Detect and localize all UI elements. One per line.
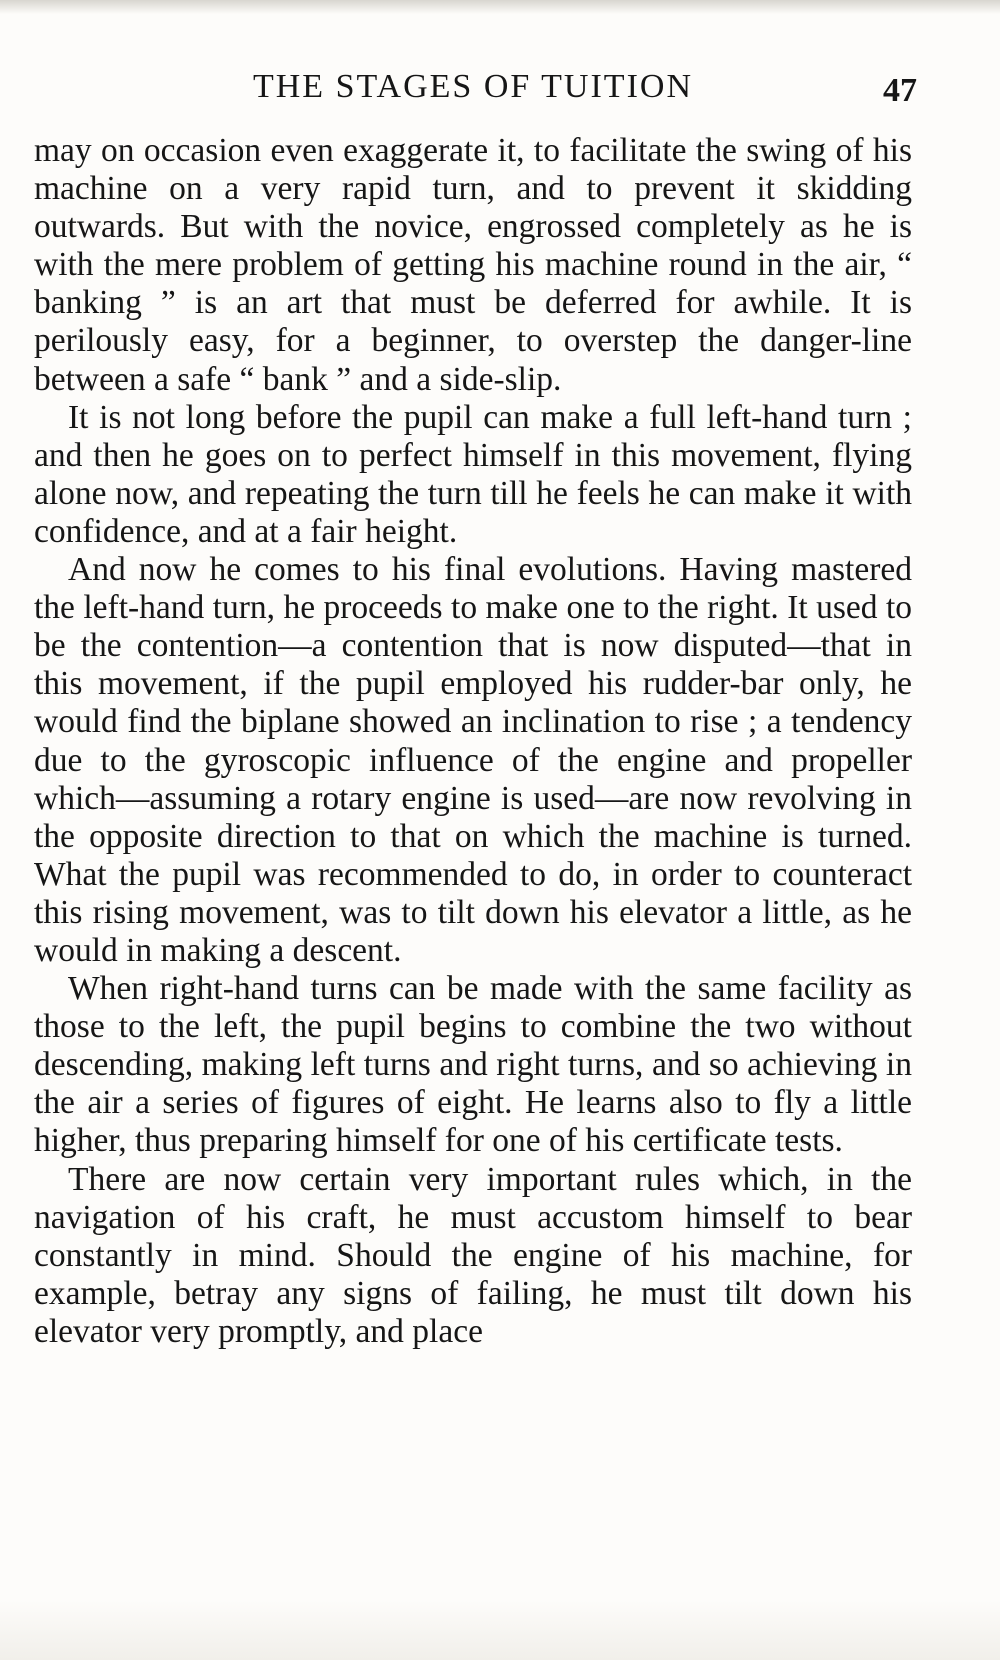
- running-head: [34, 62, 917, 112]
- paragraph-4: When right-hand turns can be made with the same facility as those to the left, the pupil begins to combine the two without descending, making left turns and right turns, and so achieving in the air a series of figures of eight. He learns also to fly a little higher, thus preparing himself for one of his certificate tests.: [34, 970, 912, 1160]
- page-top-edge: [0, 0, 1000, 14]
- paragraph-3: And now he comes to his final evolutions. Having mastered the left-hand turn, he proceeds to make one to the right. It used to be the contention—a contention that is now disputed—that in this movement, if the pupil employed his rudder-bar only, he would find the biplane showed an inclination to rise ; a tendency due to the gyroscopic influence of the engine and propeller which—assuming a rotary engine is used—are now revolving in the opposite direction to that on which the machine is turned. What the pupil was recommended to do, in order to counteract this rising movement, was to tilt down his elevator a little, as he would in making a descent.: [34, 551, 912, 969]
- page-bottom-edge: [0, 1600, 1000, 1660]
- paragraph-1: may on occasion even exaggerate it, to facilitate the swing of his machine on a very rapid turn, and to prevent it skidding outwards. But with the novice, engrossed completely as he is with the mere problem of getting his machine round in the air, “ banking ” is an art that must be deferred for awhile. It is perilously easy, for a beginner, to overstep the danger-line between a safe “ bank ” and a side-slip.: [34, 132, 912, 398]
- page-number: 47: [883, 72, 917, 109]
- paragraph-2: It is not long before the pupil can make a full left-hand turn ; and then he goes on to perfect himself in this movement, flying alone now, and repeating the turn till he feels he can make it with confidence, and at a fair height.: [34, 398, 912, 550]
- body-text: [34, 132, 912, 1351]
- paragraph-5: There are now certain very important rules which, in the navigation of his craft, he must accustom himself to bear constantly in mind. Should the engine of his machine, for example, betray any signs of failing, he must tilt down his elevator very promptly, and place: [34, 1160, 912, 1350]
- running-title: THE STAGES OF TUITION: [252, 68, 694, 105]
